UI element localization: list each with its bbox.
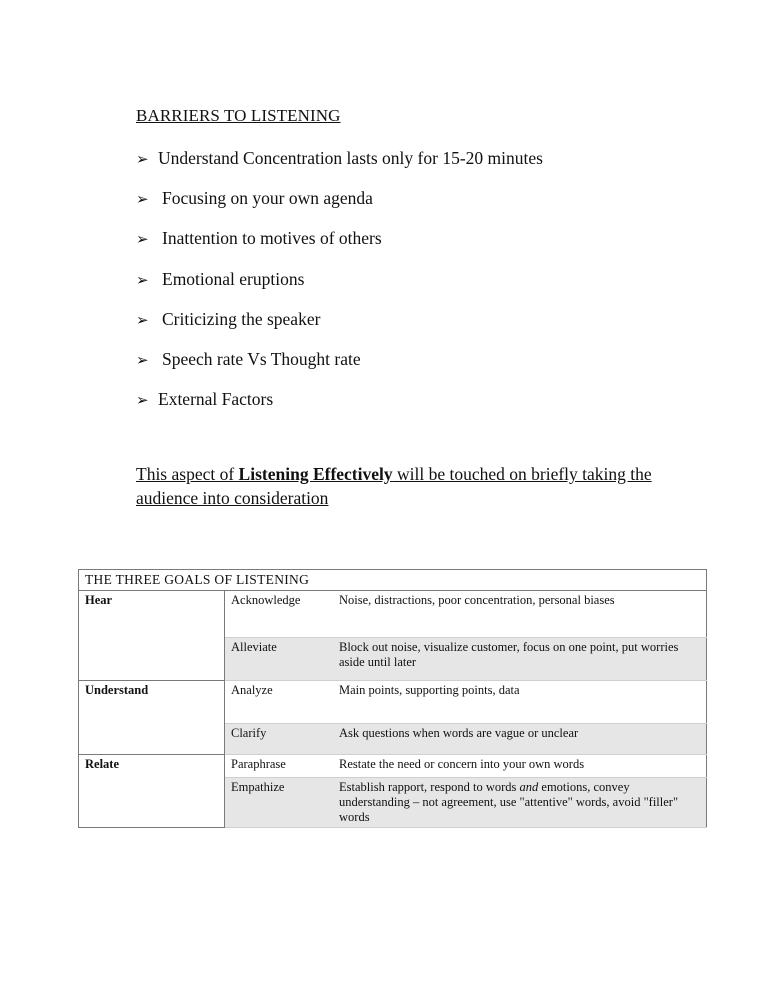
barriers-list <box>136 146 543 427</box>
list-item <box>136 226 543 266</box>
description-cell <box>333 778 707 828</box>
description-cell: Restate the need or concern into your own words <box>333 755 707 778</box>
arrow-bullet-icon: ➢ <box>136 230 149 249</box>
table-title-row <box>79 570 707 591</box>
step-cell: Alleviate <box>225 638 334 681</box>
step-cell: Paraphrase <box>225 755 334 778</box>
list-item-text: External Factors <box>158 389 274 410</box>
table-title: THE THREE GOALS OF LISTENING <box>79 570 707 591</box>
goal-cell: Hear <box>79 591 225 681</box>
list-item <box>136 307 543 347</box>
table-row <box>79 681 707 724</box>
step-cell: Clarify <box>225 724 334 755</box>
step-cell: Acknowledge <box>225 591 334 638</box>
step-cell: Analyze <box>225 681 334 724</box>
description-cell: Main points, supporting points, data <box>333 681 707 724</box>
list-item-text: Criticizing the speaker <box>162 308 321 329</box>
description-cell: Block out noise, visualize customer, focus on one point, put worries aside until later <box>333 638 707 681</box>
goals-table <box>78 569 707 828</box>
goal-cell: Relate <box>79 755 225 828</box>
note-bold-text: Listening Effectively <box>238 464 393 484</box>
note-text: This aspect of <box>136 464 239 484</box>
list-item-text: Emotional eruptions <box>162 268 305 289</box>
description-cell: Ask questions when words are vague or unclear <box>333 724 707 755</box>
arrow-bullet-icon: ➢ <box>136 190 149 209</box>
arrow-bullet-icon: ➢ <box>136 270 149 289</box>
list-item-text: Understand Concentration lasts only for 15-20 minutes <box>158 148 543 168</box>
list-item <box>136 347 543 387</box>
description-cell: Noise, distractions, poor concentration, personal biases <box>333 591 707 638</box>
list-item <box>136 267 543 307</box>
arrow-bullet-icon: ➢ <box>136 150 149 168</box>
step-cell: Empathize <box>225 778 334 828</box>
list-item-text: Speech rate Vs Thought rate <box>162 348 361 369</box>
list-item <box>136 186 543 226</box>
description-text: Establish rapport, respond to words <box>339 780 520 794</box>
note-text: will be touched on briefly taking the audience into consideration <box>136 464 652 508</box>
note-paragraph <box>136 462 696 510</box>
list-item <box>136 387 543 427</box>
table-row <box>79 591 707 638</box>
arrow-bullet-icon: ➢ <box>136 310 149 329</box>
list-item <box>136 146 543 186</box>
arrow-bullet-icon: ➢ <box>136 350 149 369</box>
list-item-text: Focusing on your own agenda <box>162 188 373 209</box>
description-emphasis: and <box>519 780 539 794</box>
list-item-text: Inattention to motives of others <box>162 228 382 249</box>
table-row <box>79 755 707 778</box>
arrow-bullet-icon: ➢ <box>136 391 149 410</box>
page-heading: BARRIERS TO LISTENING <box>136 106 341 125</box>
goal-cell: Understand <box>79 681 225 755</box>
description-text: emotions, convey understanding – not agreement, use "attentive" words, avoid "filler" words <box>339 780 679 824</box>
